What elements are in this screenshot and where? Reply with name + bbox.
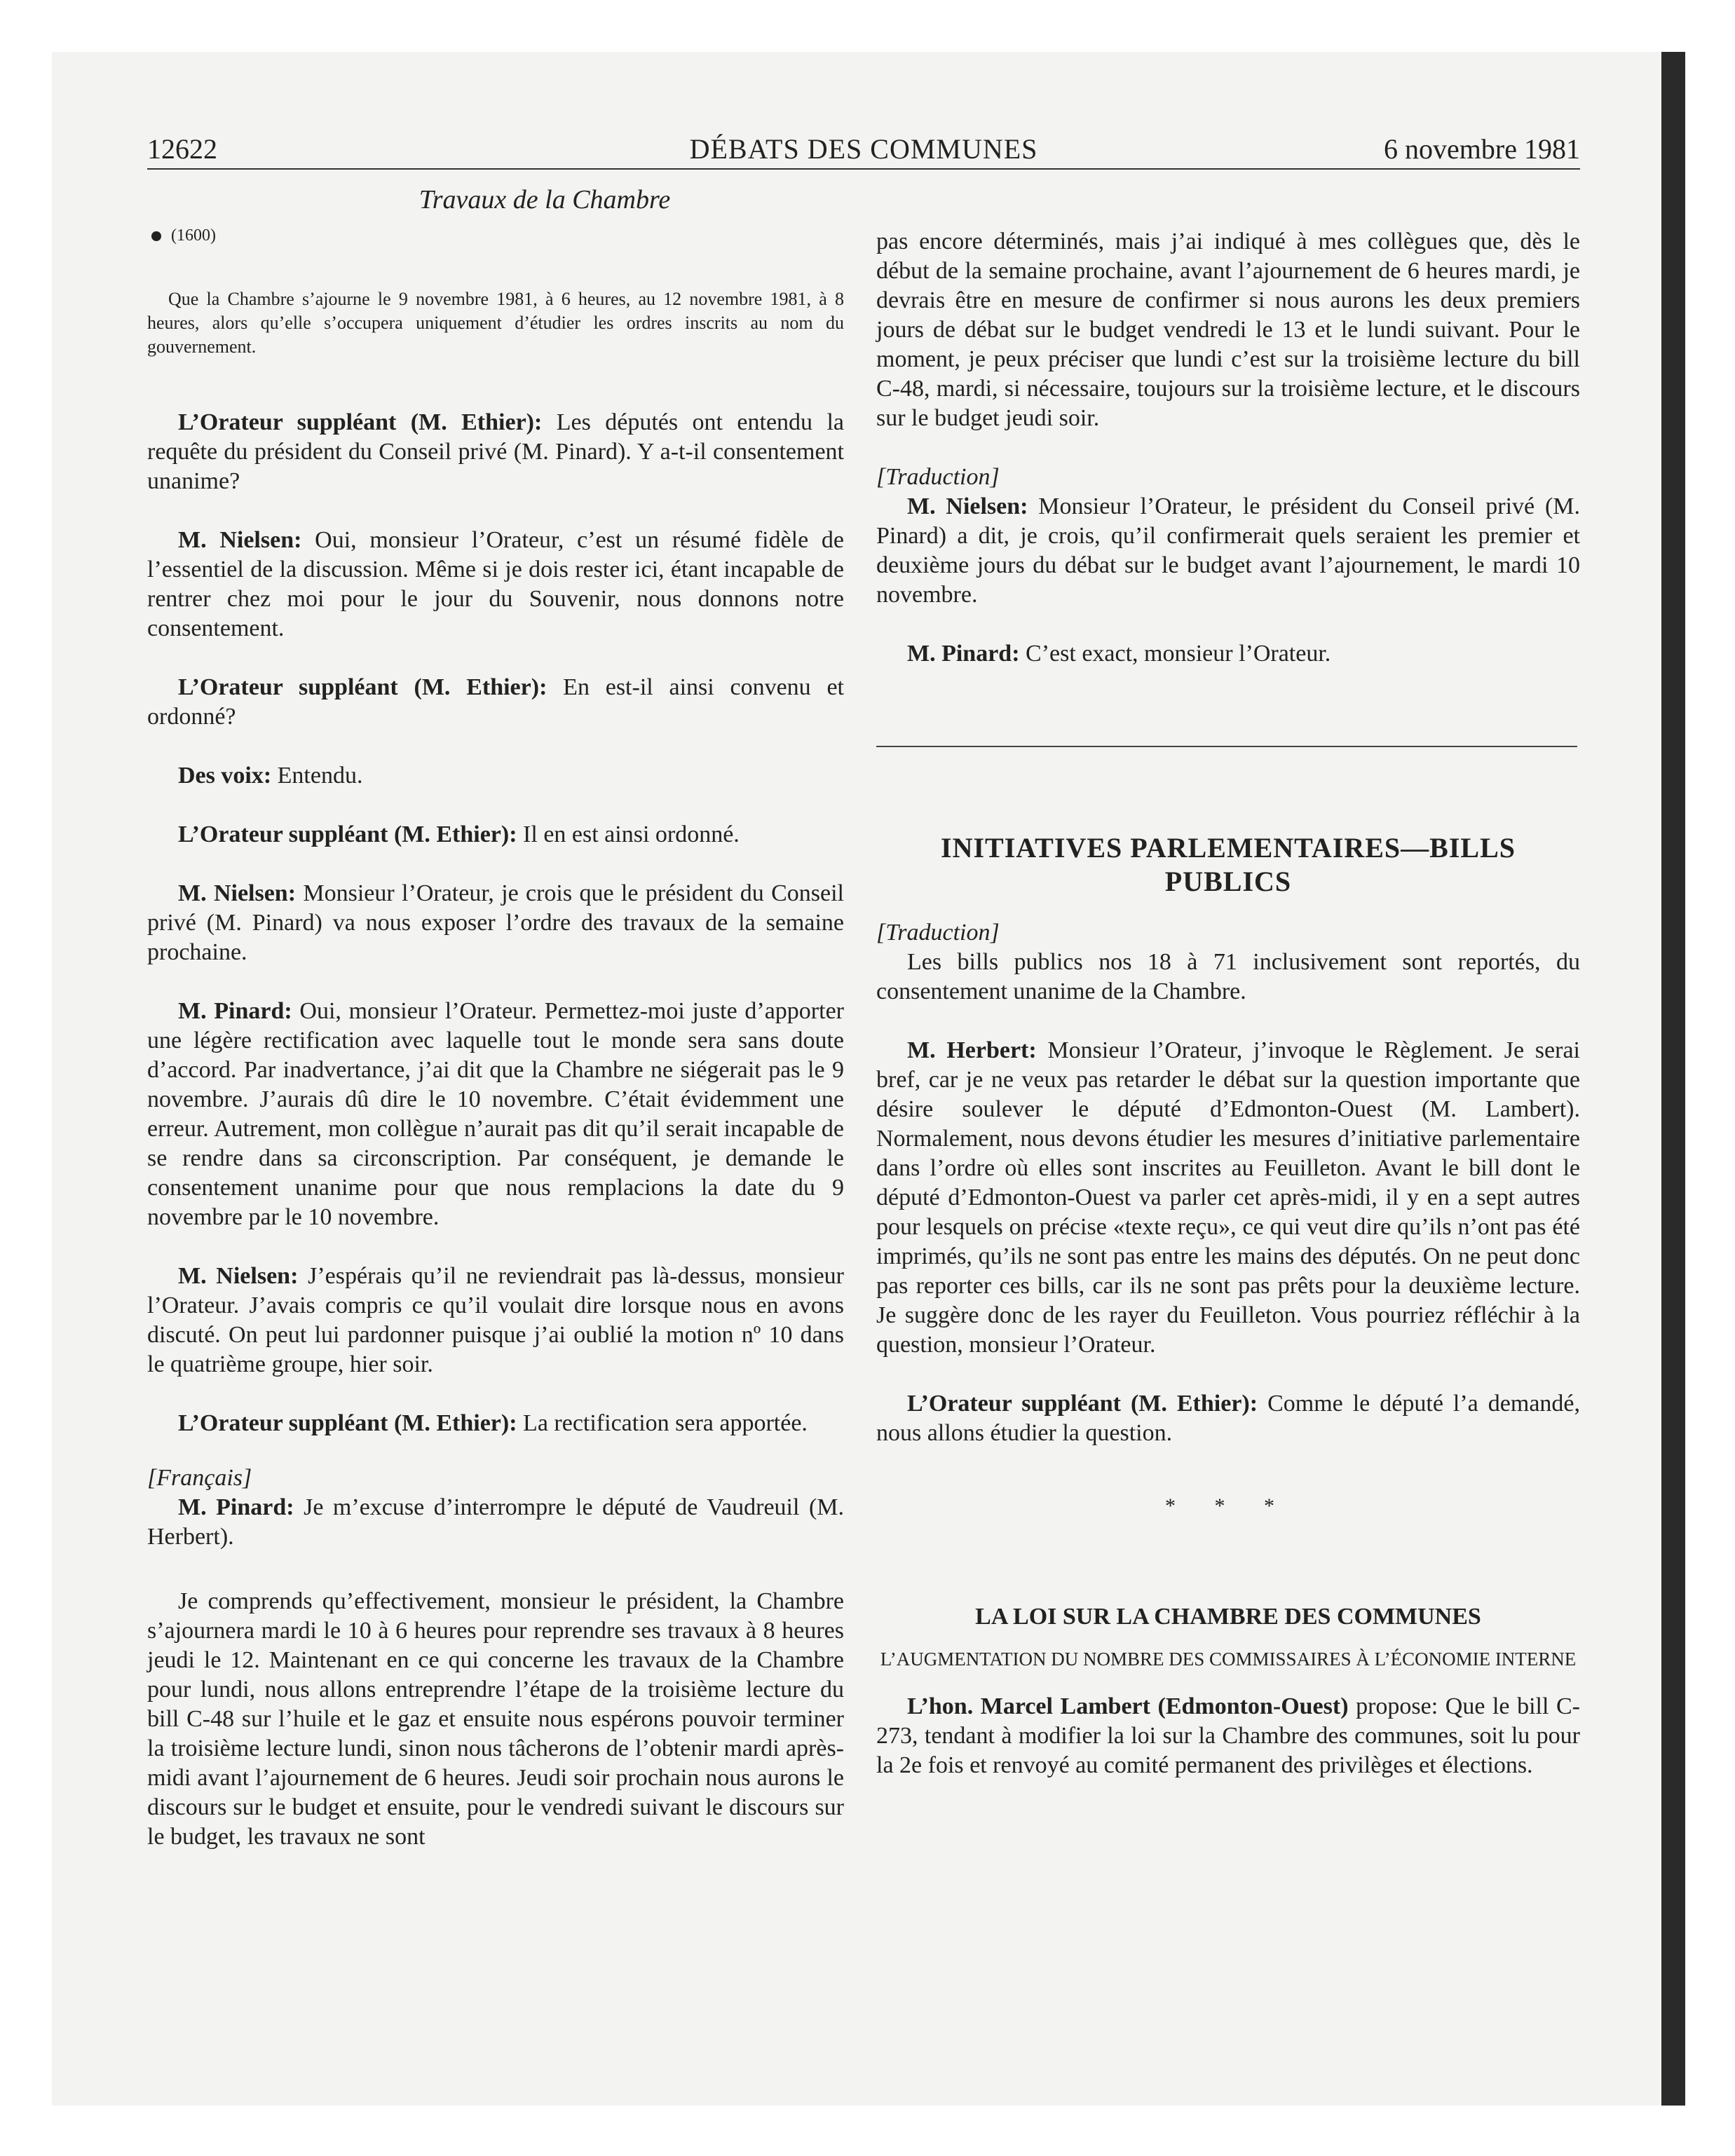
speech: La rectification sera apportée. bbox=[517, 1410, 808, 1436]
paragraph bbox=[147, 820, 844, 850]
paragraph: Les bills publics nos 18 à 71 inclusivement sont reportés, du consentement unanime de la Chambre. bbox=[876, 949, 1580, 1004]
paragraph bbox=[147, 673, 844, 732]
time-stamp-text: (1600) bbox=[171, 226, 216, 245]
speaker: M. Nielsen: bbox=[178, 880, 297, 906]
speech: Oui, monsieur l’Orateur. Permettez-moi juste d’apporter une légère rectification avec laquelle tout le monde sera sans doute d’accord. Par inadvertance, j’ai dit que la Chambre ne siégerait pas le 9 novembre. J’aurais dû dire le 10 novembre. C’était évidemment une erreur. Autrement, mon collègue n’aurait pas dit qu’il serait incapable de se rendre dans sa circonscription. Par conséquent, je demande le consentement unanime pour que nous remplacions la date du 9 novembre par le 10 novembre. bbox=[147, 998, 844, 1230]
speech: Les députés ont entendu la requête du président du Conseil privé (M. Pinard). Y a-t-il consentement unanime? bbox=[147, 409, 844, 494]
paragraph bbox=[876, 1692, 1580, 1780]
paragraph bbox=[876, 492, 1580, 610]
paragraph bbox=[147, 1409, 844, 1438]
speaker: M. Nielsen: bbox=[178, 527, 302, 553]
speaker: M. Pinard: bbox=[907, 641, 1020, 667]
running-header bbox=[147, 132, 1580, 170]
speech: Je m’excuse d’interrompre le député de Vaudreuil (M. Herbert). bbox=[147, 1494, 844, 1550]
paragraph bbox=[147, 1262, 844, 1379]
paragraph bbox=[876, 639, 1580, 669]
speech: C’est exact, monsieur l’Orateur. bbox=[1019, 641, 1331, 667]
speech: Monsieur l’Orateur, j’invoque le Règlement. Je serai bref, car je ne veux pas retarder le débat sur la question importante que désire soulever le député d’Edmonton-Ouest (M. Lambert). Normalement, nous devons étudier les mesures d’initiative parlementaire dans l’ordre où elles sont inscrites au Feuilleton. Avant le bill dont le député d’Edmonton-Ouest va parler cet après-midi, il y en a sept autres pour lesquels on précise «texte reçu», ce qui veut dire qu’ils n’ont pas été imprimés, qu’ils ne sont pas entre les mains des députés. On ne peut donc pas reporter ces bills, car ils ne sont pas prêts pour la deuxième lecture. Je suggère donc de les rayer du Feuilleton. Vous pourriez réfléchir à la question, monsieur l’Orateur. bbox=[876, 1037, 1580, 1358]
speaker: L’Orateur suppléant (M. Ethier): bbox=[178, 821, 517, 847]
page-number: 12622 bbox=[147, 133, 217, 165]
speaker: L’Orateur suppléant (M. Ethier): bbox=[907, 1391, 1258, 1417]
speaker: M. Nielsen: bbox=[178, 1263, 299, 1289]
speaker: M. Herbert: bbox=[907, 1037, 1037, 1063]
speaker: L’Orateur suppléant (M. Ethier): bbox=[178, 409, 543, 435]
speech: J’espérais qu’il ne reviendrait pas là-dessus, monsieur l’Orateur. J’avais compris ce qu’il voulait dire lorsque nous en avons discuté. On peut lui pardonner puisque j’ai oublié la motion nº 10 dans le quatrième groupe, hier soir. bbox=[147, 1263, 845, 1377]
paragraph bbox=[147, 997, 844, 1232]
bullet-icon bbox=[151, 231, 161, 241]
motion-text: Que la Chambre s’ajourne le 9 novembre 1981, à 6 heures, au 12 novembre 1981, à 8 heures, alors qu’elle s’occupera uniquement d’étudier les ordres inscrits au nom du gouvernement. bbox=[147, 289, 844, 357]
speech: Monsieur l’Orateur, je crois que le président du Conseil privé (M. Pinard) va nous exposer l’ordre des travaux de la semaine prochaine. bbox=[147, 880, 844, 965]
subject-subheading: L’AUGMENTATION DU NOMBRE DES COMMISSAIRES À L’ÉCONOMIE INTERNE bbox=[880, 1649, 1577, 1670]
section-rubric: Travaux de la Chambre bbox=[419, 185, 671, 214]
speaker: M. Pinard: bbox=[178, 1494, 294, 1520]
speech: Il en est ainsi ordonné. bbox=[517, 821, 740, 847]
publication-title: DÉBATS DES COMMUNES bbox=[689, 133, 1038, 165]
section-heading: INITIATIVES PARLEMENTAIRES—BILLS PUBLICS bbox=[941, 832, 1516, 897]
subject-heading: LA LOI SUR LA CHAMBRE DES COMMUNES bbox=[975, 1604, 1481, 1630]
language-marker: [Traduction] bbox=[876, 920, 1000, 946]
speaker: L’hon. Marcel Lambert (Edmonton-Ouest) bbox=[907, 1693, 1349, 1719]
speaker: L’Orateur suppléant (M. Ethier): bbox=[178, 674, 547, 700]
paragraph bbox=[147, 526, 844, 643]
paragraph bbox=[147, 879, 844, 967]
section-separator: * * * bbox=[1165, 1494, 1291, 1517]
paragraph bbox=[147, 408, 844, 496]
paragraph bbox=[876, 1389, 1580, 1448]
speaker: Des voix: bbox=[178, 763, 272, 789]
paragraph: pas encore déterminés, mais j’ai indiqué à mes collègues que, dès le début de la semaine prochaine, avant l’ajournement de 6 heures mardi, je devrais être en mesure de confirmer si nous aurons les deux premiers jours de débat sur le budget vendredi le 13 et le lundi suivant. Pour le moment, je peux préciser que lundi c’est sur la troisième lecture du bill C-48, mardi, si nécessaire, toujours sur la troisième lecture, et le discours sur le budget jeudi soir. bbox=[876, 228, 1580, 431]
speech: En est-il ainsi convenu et ordonné? bbox=[147, 674, 844, 730]
speech: Entendu. bbox=[271, 763, 363, 789]
speech: propose: Que le bill C-273, tendant à modifier la loi sur la Chambre des communes, soit lu pour la 2e fois et renvoyé au comité permanent des privilèges et élections. bbox=[876, 1693, 1580, 1778]
speaker: L’Orateur suppléant (M. Ethier): bbox=[178, 1410, 517, 1436]
speech: Oui, monsieur l’Orateur, c’est un résumé fidèle de l’essentiel de la discussion. Même si je dois rester ici, étant incapable de rentrer chez moi pour le jour du Souvenir, nous donnons notre consentement. bbox=[147, 527, 845, 641]
left-column bbox=[147, 184, 844, 1852]
section-divider bbox=[876, 746, 1577, 747]
scan-edge bbox=[1661, 52, 1685, 2106]
speaker: M. Pinard: bbox=[178, 998, 292, 1024]
language-marker: [Français] bbox=[147, 1465, 252, 1491]
language-marker: [Traduction] bbox=[876, 464, 1000, 490]
paragraph bbox=[876, 1036, 1580, 1360]
speech: Comme le député l’a demandé, nous allons étudier la question. bbox=[876, 1391, 1580, 1446]
paragraph bbox=[147, 1493, 844, 1552]
paragraph: Je comprends qu’effectivement, monsieur le président, la Chambre s’ajournera mardi le 10 à 6 heures pour reprendre ses travaux à 8 heures jeudi le 12. Maintenant en ce qui concerne les travaux de la Chambre pour lundi, nous allons entreprendre l’étape de la troisième lecture du bill C-48 sur l’huile et le gaz et ensuite nous espérons pouvoir terminer la troisième lecture lundi, sinon nous tâcherons de l’obtenir mardi après-midi avant l’ajournement de 6 heures. Jeudi soir prochain nous aurons le discours sur le budget et ensuite, pour le vendredi suivant le discours sur le budget, les travaux ne sont bbox=[147, 1588, 844, 1850]
right-column bbox=[876, 184, 1580, 1780]
speaker: M. Nielsen: bbox=[907, 493, 1028, 519]
paragraph bbox=[147, 761, 844, 791]
time-stamp bbox=[147, 221, 844, 250]
issue-date: 6 novembre 1981 bbox=[1384, 133, 1580, 165]
speech: Monsieur l’Orateur, le président du Conseil privé (M. Pinard) a dit, je crois, qu’il confirmerait quels seraient les premier et deuxième jours du débat sur le budget avant l’ajournement, le mardi 10 novembre. bbox=[876, 493, 1580, 608]
